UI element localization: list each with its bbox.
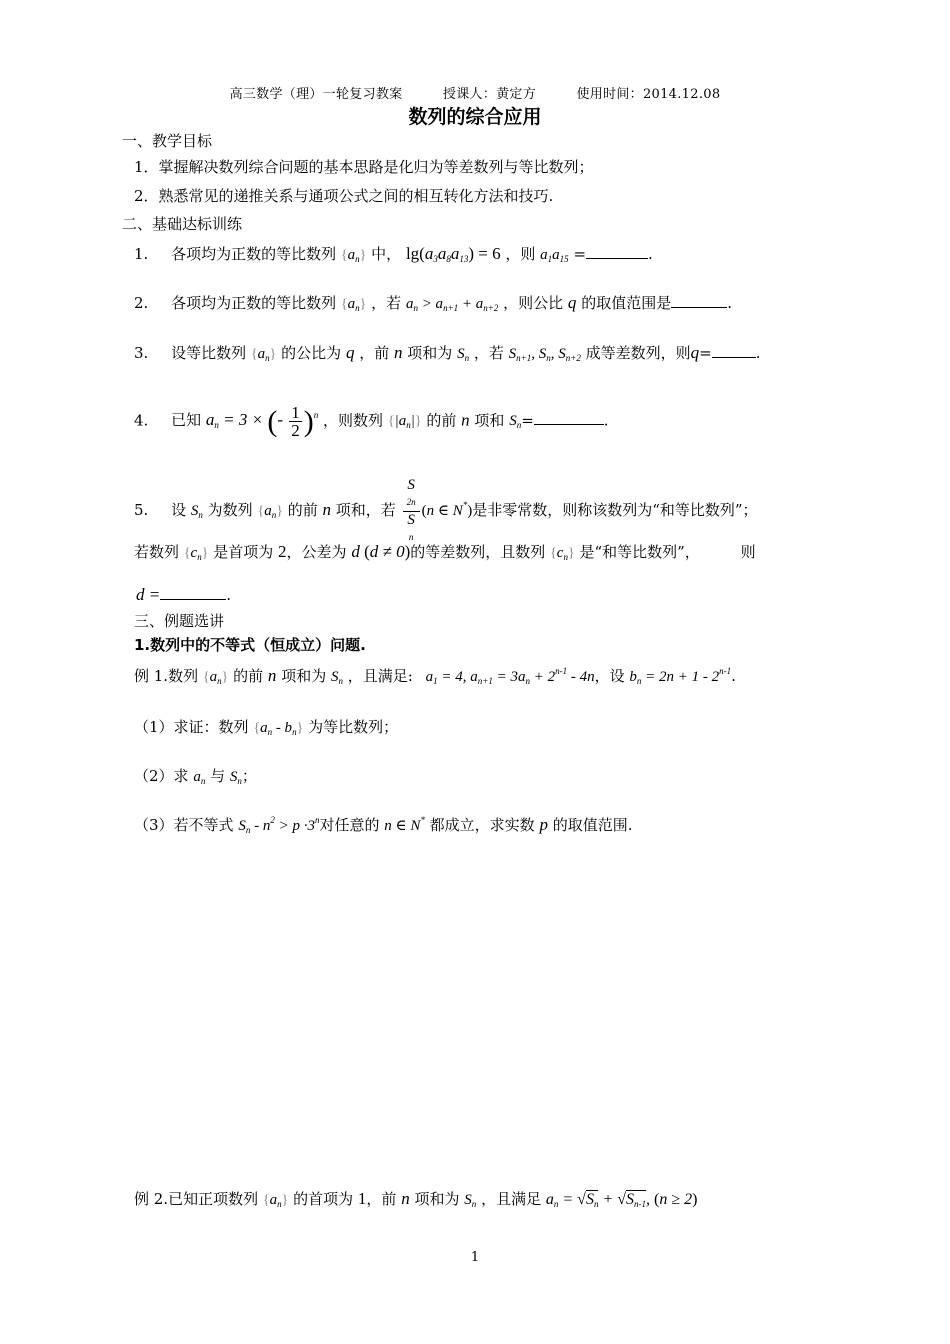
q3-text-f: 成等差数列，则 — [585, 344, 691, 362]
example-2 — [134, 1188, 697, 1209]
ex1-q1-sequence-formula: $\{a_n - b_n\}$ — [253, 720, 304, 737]
q5-line2-d: 的等差数列，且数列 — [410, 543, 546, 561]
q2-text-c: ，则公比 — [503, 294, 564, 312]
q2-sequence-formula: $\{a_n\}$ — [340, 296, 367, 313]
q5-first-term-value: 2 — [278, 542, 287, 561]
ex1-q3-inequality-formula: $S_n - n^2 > p \cdot 3^n$ — [238, 815, 320, 835]
q2-end: . — [727, 294, 732, 312]
q3-sequence-formula: $\{a_n\}$ — [250, 346, 277, 363]
q1-text-c: ，则 — [505, 245, 536, 263]
example-1 — [134, 665, 736, 686]
q4-text-b: ，则数列 — [323, 411, 384, 430]
q4-answer-blank[interactable] — [534, 410, 604, 425]
ex1-sequence-formula: $\{a_n\}$ — [202, 669, 229, 686]
question-4 — [134, 404, 609, 439]
q5-line2-c: ，公差为 — [286, 543, 347, 561]
q5-text-c: 的前 — [287, 500, 318, 519]
q4-num: 4. — [134, 411, 149, 430]
section-heading-goals: 一、教学目标 — [122, 132, 213, 150]
ex1-e: ，设 — [594, 667, 625, 685]
q1-end: . — [648, 245, 653, 263]
question-5-line-2 — [134, 541, 756, 562]
q4-text-e: = — [521, 411, 534, 430]
ex1-q3-a: （3）若不等式 — [134, 816, 234, 834]
ex1-q2-a: （2）求 — [134, 767, 189, 785]
q5-line2-e: 是“和等比数列”， — [579, 543, 700, 561]
header-teacher: 授课人：黄定方 — [442, 87, 537, 102]
q3-text-e: ，若 — [473, 344, 504, 362]
q3-sum-formula: $S_{n+1}$, $S_n$, $S_{n+2}$ — [508, 346, 581, 363]
ex2-b: 的首项为 — [293, 1190, 354, 1208]
ex1-sn-symbol: $S_n$ — [331, 669, 343, 686]
ex1-a: 例 1.数列 — [134, 667, 199, 685]
section-heading-training: 二、基础达标训练 — [122, 215, 243, 233]
q1-sequence-formula: $\{a_n\}$ — [340, 247, 367, 264]
section-heading-examples: 三、例题选讲 — [134, 612, 225, 630]
q5-line2-a: 若数列 — [134, 543, 180, 561]
q1-log-formula: $\lg(a_3a_8a_{13}) = 6$ — [405, 244, 501, 264]
q3-text-g: = — [699, 344, 712, 362]
question-1 — [134, 243, 653, 264]
q1-text-b: 中， — [371, 245, 402, 263]
q5-sequence-formula: $\{a_n\}$ — [257, 502, 283, 520]
q5-d-condition-formula: d (d ≠ 0) — [351, 542, 411, 561]
ex2-c: ，前 — [366, 1190, 397, 1208]
q4-end: . — [603, 411, 609, 430]
q3-text-b: 的公比为 — [281, 344, 342, 362]
goal-2: 2．熟悉常见的递推关系与通项公式之间的相互转化方法和技巧. — [134, 187, 554, 205]
page-header — [0, 83, 950, 102]
q5-cn-sequence-formula-2: $\{c_n\}$ — [550, 545, 575, 562]
ex2-recurrence-formula: $a_n = √S_n + √S_{n-1}$, (n ≥ 2) — [545, 1191, 698, 1209]
question-5-line-3 — [136, 585, 231, 605]
ex2-e: ，且满足 — [481, 1190, 542, 1208]
ex2-first-term-value: 1 — [357, 1189, 367, 1208]
q5-line3-end: . — [226, 586, 232, 604]
example-1-part-3 — [134, 814, 633, 835]
q1-text-a: 各项均为正数的等比数列 — [171, 245, 337, 263]
q3-q-answer-symbol: q — [690, 343, 700, 362]
q5-n-symbol: n — [322, 499, 332, 519]
q5-text-d: 项和，若 — [335, 500, 396, 519]
q2-text-d: 的取值范围是 — [581, 294, 672, 312]
ex1-q1-a: （1）求证：数列 — [134, 718, 249, 736]
q3-num: 3. — [134, 344, 149, 362]
q3-sn-symbol: $S_n$ — [457, 346, 470, 363]
q5-text-b: 为数列 — [207, 500, 253, 519]
q5-d-equals: d = — [136, 585, 161, 604]
ex2-a: 例 2.已知正项数列 — [134, 1190, 259, 1208]
question-2 — [134, 292, 732, 313]
q3-text-d: 项和为 — [407, 344, 453, 362]
q5-line2-b: 是首项为 — [213, 543, 274, 561]
ex1-q2-b: 与 — [210, 767, 226, 785]
q3-q-symbol: q — [345, 343, 355, 362]
header-course: 高三数学（理）一轮复习教案 — [229, 87, 403, 102]
q3-end: . — [755, 344, 761, 362]
ex1-q3-p-symbol: p — [539, 815, 548, 834]
q5-ratio-formula: S 2n S n (n ∈ N*) — [401, 503, 473, 519]
q4-sn-symbol: $S_n$ — [509, 413, 522, 431]
q2-answer-blank[interactable] — [671, 293, 727, 308]
ex2-d: 项和为 — [414, 1190, 460, 1208]
q3-text-c: ，前 — [359, 344, 390, 362]
ex1-b: 的前 — [233, 667, 264, 685]
subsection-inequality: 1.数列中的不等式（恒成立）问题. — [134, 636, 366, 654]
ex1-q1-b: 为等比数列； — [308, 718, 399, 736]
q4-text-a: 已知 — [171, 411, 202, 430]
q2-num: 2. — [134, 294, 149, 312]
page-number: 1 — [470, 1250, 480, 1265]
q4-n-symbol: n — [461, 410, 470, 430]
ex1-q2-c: ； — [241, 767, 257, 785]
ex2-n-symbol: n — [401, 1189, 410, 1208]
q2-text-b: ，若 — [371, 294, 402, 312]
q5-num: 5. — [134, 500, 149, 519]
q1-product-formula: $a_1a_{15}$ — [540, 247, 569, 264]
q2-q-symbol: q — [567, 293, 577, 312]
ex1-q3-d: 的取值范围. — [552, 816, 633, 834]
ex1-n-symbol: n — [267, 666, 277, 685]
example-1-part-1 — [134, 716, 398, 737]
q3-n-symbol: n — [394, 343, 403, 362]
q5-text-a: 设 — [171, 500, 187, 519]
ex1-q3-c: 都成立，求实数 — [429, 816, 535, 834]
page-title: 数列的综合应用 — [408, 106, 542, 128]
q5-line2-f: 则 — [740, 543, 756, 561]
q4-abs-sequence-formula: $\{|a_n|\}$ — [387, 413, 422, 431]
question-5 — [134, 477, 758, 546]
q4-text-c: 的前 — [426, 411, 457, 430]
ex2-sn-symbol: $S_n$ — [464, 1192, 477, 1209]
ex1-q3-b: 对任意的 — [319, 816, 380, 834]
q3-answer-blank[interactable] — [712, 343, 756, 358]
q1-answer-blank[interactable] — [586, 244, 648, 259]
ex1-q2-sn-symbol: $S_n$ — [229, 769, 242, 786]
q5-sn-symbol: $S_n$ — [190, 502, 203, 520]
header-date: 使用时间：2014.12.08 — [576, 87, 721, 102]
q5-text-e: 是非零常数，则称该数列为“和等比数列”； — [472, 500, 758, 519]
q4-an-formula: $a_n = 3$ × (- $\frac{1}{2}$ )$^n$ — [205, 403, 319, 440]
q3-text-a: 设等比数列 — [171, 344, 247, 362]
ex1-d: ，且满足: — [347, 667, 413, 685]
q2-inequality-formula: $a_n > a_{n+1} + a_{n+2}$ — [405, 296, 499, 313]
ex1-q3-domain-formula: n ∈ N* — [384, 815, 425, 834]
q5-cn-sequence-formula: $\{c_n\}$ — [183, 545, 209, 562]
q5-answer-blank[interactable] — [160, 585, 226, 600]
ex1-q2-an-symbol: $a_n$ — [193, 769, 206, 786]
ex1-bn-formula: $b_n = 2n + 1 - 2^{n-1}$ — [629, 666, 732, 686]
ex1-recurrence-formula: $a_1 = 4$, $a_{n+1} = 3a_n + 2^{n-1} - 4n$ — [425, 666, 595, 686]
q2-text-a: 各项均为正数的等比数列 — [171, 294, 337, 312]
goal-1: 1．掌握解决数列综合问题的基本思路是化归为等差数列与等比数列； — [134, 158, 594, 176]
ex1-end: . — [731, 667, 736, 685]
q1-num: 1. — [134, 245, 149, 263]
question-3 — [134, 342, 760, 363]
q4-text-d: 项和 — [474, 411, 505, 430]
example-1-part-2 — [134, 765, 257, 786]
ex2-sequence-formula: $\{a_n\}$ — [262, 1192, 289, 1209]
ex1-c: 项和为 — [281, 667, 327, 685]
q1-text-d: = — [573, 245, 587, 263]
